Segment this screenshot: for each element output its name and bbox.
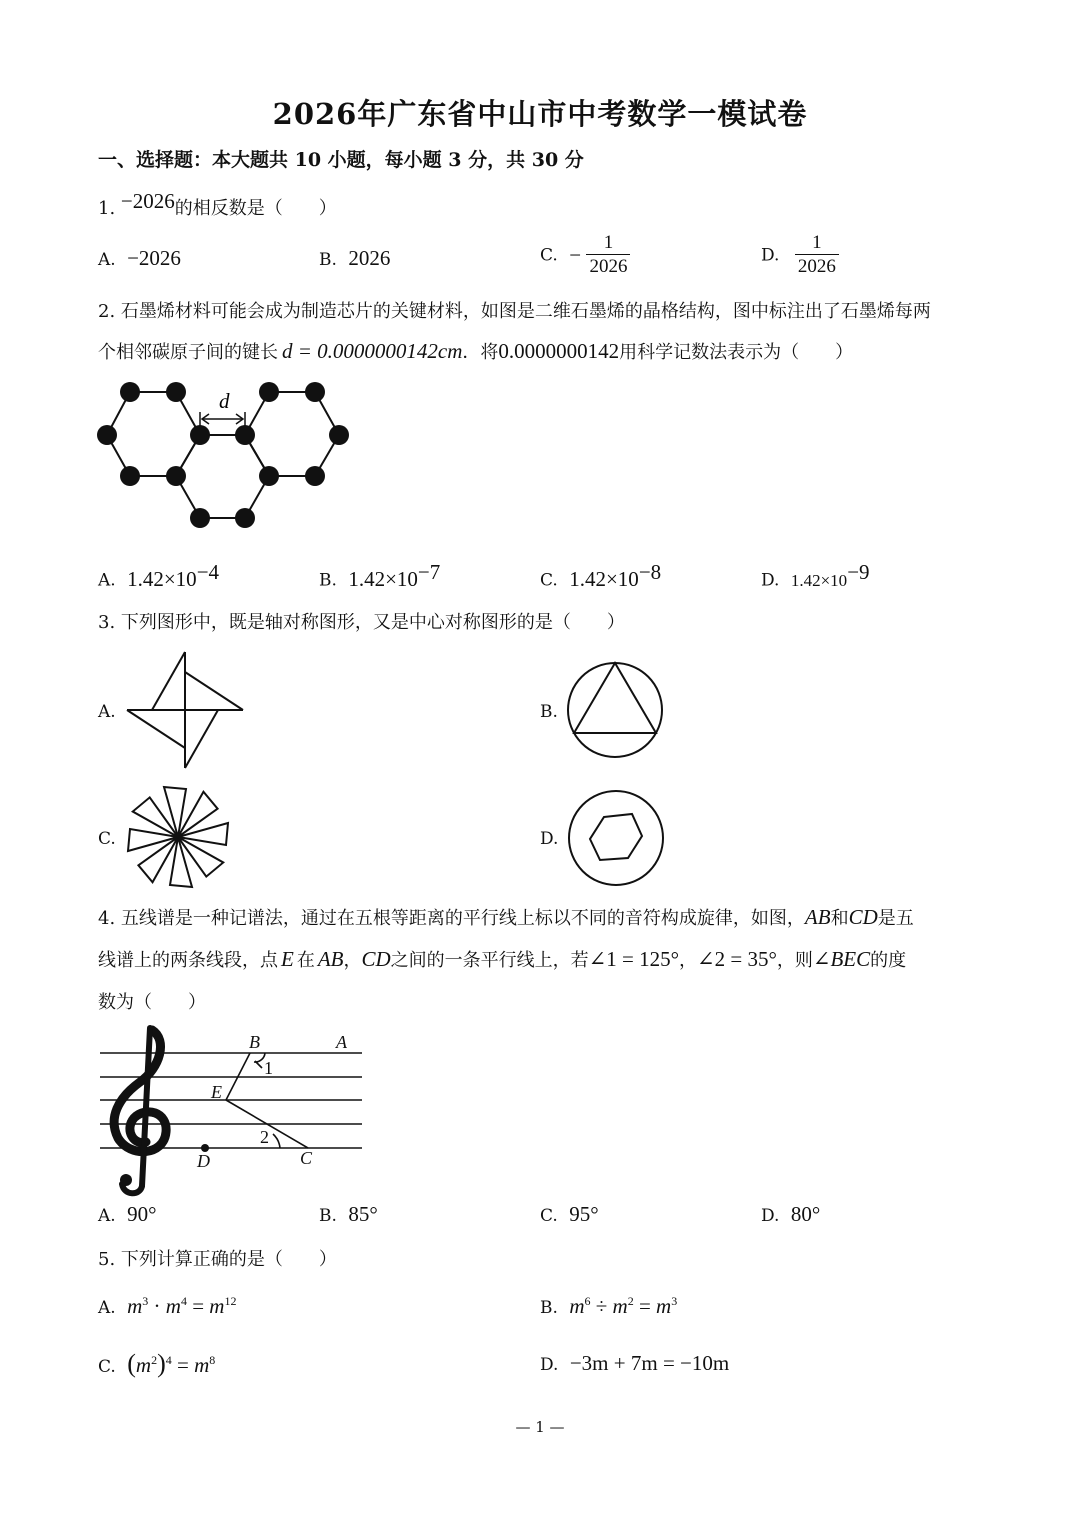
option-text: 2026 [348,246,391,270]
option-letter: C. [540,245,558,266]
section-heading: 一、选择题：本大题共 10 小题，每小题 3 分，共 30 分 [98,149,584,171]
label-e: E [211,1082,222,1102]
figure-label-d: d [219,389,230,413]
q5-option-c[interactable]: C. $(m^2)^4 = m^8$ [98,1349,216,1378]
q3-option-d[interactable]: D. [540,829,559,849]
q5-option-b[interactable]: B. $m^6 \div m^2 = m^3$ [540,1294,678,1318]
fraction: $\frac{1}{2026}$ [586,232,630,279]
q4-option-d[interactable]: D. 80° [761,1202,821,1226]
q3-option-a[interactable]: A. [98,702,116,722]
option-sign: − [569,243,582,267]
q3-option-c[interactable]: C. [98,829,116,849]
q1-value: −2026 [120,189,175,213]
page-title: 2026年广东省中山市中考数学一模试卷 [272,97,808,131]
q5-stem: 5. 下列计算正确的是（ ） [98,1249,337,1270]
q5-option-d[interactable]: D. −3m + 7m = −10m [540,1351,730,1375]
q4-stem-line3: 数为（ ） [98,992,206,1013]
q4-option-a[interactable]: A. 90° [98,1202,157,1226]
option-letter: B. [319,250,337,270]
q2-option-b[interactable]: B. $1.42\times 10^{-7}$ [319,560,441,591]
option-letter: A. [98,250,116,270]
equation-d: −3m + 7m = −10m [569,1351,730,1375]
q2-number: 0.0000000142 [498,339,620,363]
equation-c: $(m^2)^4 = m^8$ [127,1349,216,1378]
q2-stem-line1: 2. 石墨烯材料可能会成为制造芯片的关键材料，如图是二维石墨烯的晶格结构，图中标注出了石墨烯每两 [98,301,931,322]
label-angle-1: 1 [264,1058,273,1078]
q1-number: 1. [98,198,116,219]
q2-stem-line2: 个相邻碳原子间的键长 d = 0.0000000142cm．将0.0000000142用科学记数法表示为（ ） [98,339,854,363]
option-letter: D. [761,245,780,266]
equation-a: $m^3 \cdot m^4 = m^{12}$ [127,1294,237,1318]
q3-stem: 3. 下列图形中，既是轴对称图形，又是中心对称图形的是（ ） [98,612,625,633]
equation-b: $m^6 \div m^2 = m^3$ [569,1294,678,1318]
q4-option-c[interactable]: C. 95° [540,1202,599,1226]
q1-stem: 的相反数是（ ） [174,198,337,219]
label-c: C [300,1148,313,1168]
q4-stem-line1: 4. 五线谱是一种记谱法，通过在五根等距离的平行线上标以不同的音符构成旋律，如图，AB和CD是五 [98,905,914,929]
q4-option-b[interactable]: B. 85° [319,1202,378,1226]
label-a: A [336,1032,347,1052]
page-number: — 1 — [515,1418,565,1436]
label-d: D [197,1151,210,1171]
q2-option-a[interactable]: A. $1.42\times 10^{-4}$ [98,560,220,591]
q4-stem-line2: 线谱上的两条线段，点 E 在 AB，CD之间的一条平行线上，若∠1 = 125°，∠2 = 35°，则∠BEC的度 [98,947,907,971]
option-text: −2026 [127,246,181,270]
label-b: B [249,1032,260,1052]
q2-bond-length: d = 0.0000000142cm [282,339,463,363]
q3-option-b[interactable]: B. [540,702,558,722]
q5-option-a[interactable]: A. $m^3 \cdot m^4 = m^{12}$ [98,1294,237,1318]
q2-option-d[interactable]: D. $1.42\times 10^{-9}$ [761,560,870,591]
label-angle-2: 2 [260,1127,269,1147]
fraction: $\frac{1}{2026}$ [795,232,839,279]
q2-option-c[interactable]: C. $1.42\times 10^{-8}$ [540,560,662,591]
